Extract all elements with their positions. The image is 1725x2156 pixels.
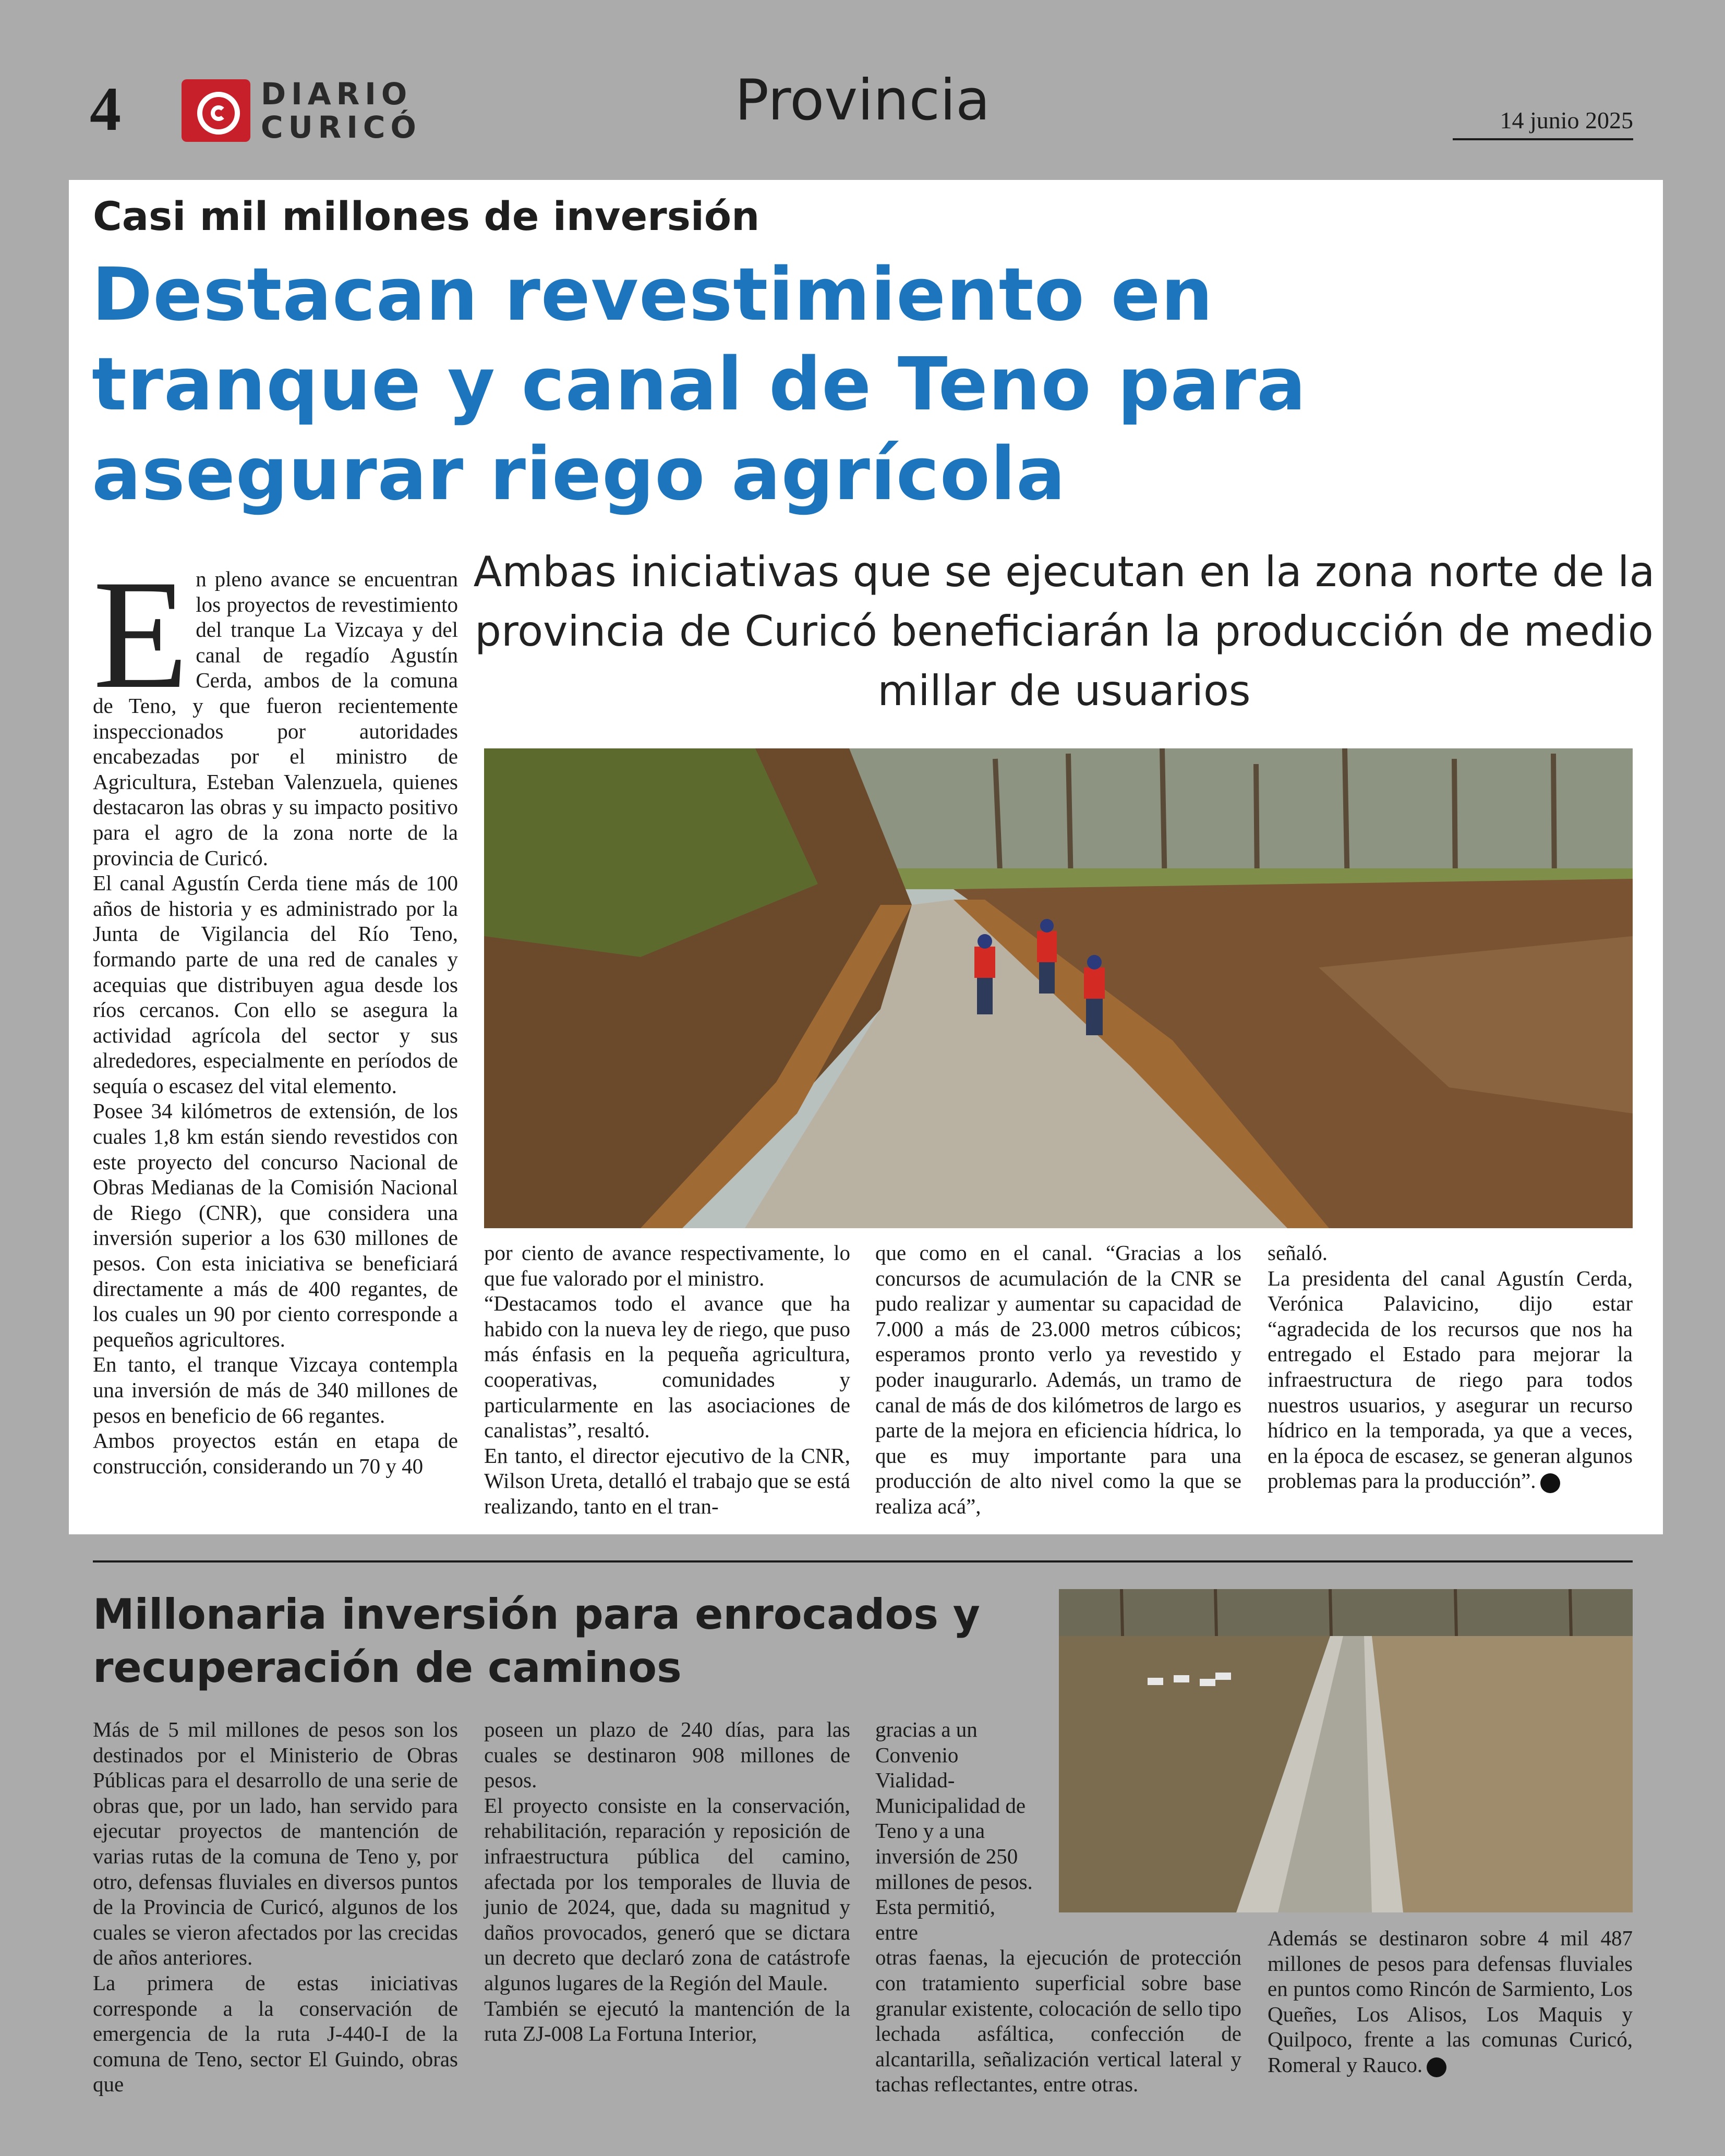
article-deck: Ambas iniciativas que se ejecutan en la zona norte de la provincia de Curicó beneficiarán la producción de medio millar de usuarios bbox=[473, 548, 1655, 715]
logo-line-2: CURICÓ bbox=[261, 110, 421, 145]
paragraph: En tanto, el tranque Vizcaya contempla una inversión de más de 340 millones de pesos en beneficio de 66 regantes. bbox=[93, 1352, 458, 1427]
logo-line-1: DIARIO bbox=[261, 76, 413, 112]
paragraph: La primera de estas iniciativas corresponde a la conservación de emergencia de la ruta J-440-I de la comuna de Teno, sector El Guindo, obras que bbox=[93, 1970, 458, 2097]
issue-date: 14 junio 2025 bbox=[1453, 106, 1633, 140]
article-kicker: Casi mil millones de inversión bbox=[93, 193, 760, 239]
paragraph: El proyecto consiste en la conservación, rehabilitación, reparación y reposición de infraestructura pública del camino, afectada por los temporales de lluvia de junio de 2024, que, dada su magnitud y daños provocados, generó que se dictara un decreto que declaró zona de catástrofe algunos lugares de la Región del Maule. bbox=[484, 1793, 850, 1995]
paragraph: “Destacamos todo el avance que ha habido con la nueva ley de riego, que puso más énfasis en la pequeña agricultura, cooperativas, comunidades y particularmente en las asociaciones de canalistas”, resaltó. bbox=[484, 1291, 850, 1443]
canal-construction-photo bbox=[484, 748, 1633, 1228]
article-column-4 bbox=[1268, 1240, 1633, 1494]
second-article-column-3 bbox=[875, 1717, 1241, 2097]
article-column-1 bbox=[93, 548, 458, 1479]
section-title: Provincia bbox=[734, 68, 991, 133]
paragraph: El canal Agustín Cerda tiene más de 100 años de historia y es administrado por la Junta de Vigilancia del Río Teno, formando parte de una red de canales y acequias que distribuyen agua desde los ríos cercanos. Con ello se asegura la actividad agrícola del sector y sus alrededores, especialmente en períodos de sequía o escasez del vital elemento. bbox=[93, 871, 458, 1098]
second-article-headline: Millonaria inversión para enrocados y recuperación de caminos bbox=[93, 1590, 980, 1692]
paragraph: otras faenas, la ejecución de protección con tratamiento superficial sobre base granular existente, colocación de sello tipo lechada asfáltica, confección de alcantarilla, señalización vertical lateral y tachas reflectantes, entre otras. bbox=[875, 1945, 1241, 2097]
second-article-column-1 bbox=[93, 1717, 458, 2097]
paragraph: que como en el canal. “Gracias a los concursos de acumulación de la CNR se pudo realizar y aumentar su capacidad de 7.000 a más de 23.000 metros cúbicos; esperamos pronto verlo ya revestido y poder inaugurarlo. Además, un tramo de canal de más de dos kilómetros de largo es parte de la mejora en eficiencia hídrica, lo que es muy importante para una producción de alto nivel como la que se realiza acá”, bbox=[875, 1241, 1241, 1518]
page-number: 4 bbox=[90, 74, 121, 143]
article-headline: Destacan revestimiento en tranque y canal de Teno para asegurar riego agrícola bbox=[92, 252, 1307, 517]
section-divider bbox=[93, 1560, 1633, 1563]
paragraph: poseen un plazo de 240 días, para las cuales se destinaron 908 millones de pesos. bbox=[484, 1717, 850, 1792]
end-mark-icon bbox=[1540, 1473, 1560, 1493]
paragraph: Ambos proyectos están en etapa de construcción, considerando un 70 y 40 bbox=[93, 1428, 458, 1478]
second-article-column-4 bbox=[1268, 1925, 1633, 2078]
article-column-2 bbox=[484, 1240, 850, 1519]
paragraph: señaló. bbox=[1268, 1241, 1328, 1265]
paragraph: gracias a un Convenio Vialidad-Municipalidad de Teno y a una inversión de 250 millones de pesos. Esta permitió, entre bbox=[875, 1717, 1033, 1944]
end-mark-icon bbox=[1427, 2057, 1446, 2077]
paragraph: Además se destinaron sobre 4 mil 487 millones de pesos para defensas fluviales en puntos como Rincón de Sarmiento, Los Queñes, Los Alisos, Los Maquis y Quilpoco, frente a las comunas Curicó, Romeral y Rauco. bbox=[1268, 1926, 1633, 2077]
paragraph: n pleno avance se encuentran los proyectos de revestimiento del tranque La Vizcaya y del canal de regadío Agustín Cerda, ambos de la comuna de Teno, y que fueron recientemente inspeccionados por autoridades encabezadas por el ministro de Agricultura, Esteban Valenzuela, quienes destacaron las obras y su impacto positivo para el agro de la zona norte de la provincia de Curicó. bbox=[93, 567, 458, 870]
paragraph: Más de 5 mil millones de pesos son los destinados por el Ministerio de Obras Públicas para el desarrollo de una serie de obras que, por un lado, han servido para ejecutar proyectos de mantención de varias rutas de la comuna de Teno y, por otro, defensas fluviales en diversos puntos de la Provincia de Curicó, algunos de los cuales se vieron afectados por las crecidas de años anteriores. bbox=[93, 1717, 458, 1970]
paragraph: También se ejecutó la mantención de la ruta ZJ-008 La Fortuna Interior, bbox=[484, 1996, 850, 2046]
paragraph: La presidenta del canal Agustín Cerda, Verónica Palavicino, dijo estar “agradecida de los recursos que nos ha entregado el Estado para mejorar la infraestructura de riego para todos nuestros usuarios, y asegurar un recurso hídrico en la temporada, ya que a veces, en la época de escasez, se generan algunos problemas para la producción”. bbox=[1268, 1266, 1633, 1493]
article-column-3 bbox=[875, 1240, 1241, 1519]
second-article-column-2 bbox=[484, 1717, 850, 2046]
paragraph: por ciento de avance respectivamente, lo que fue valorado por el ministro. bbox=[484, 1241, 850, 1290]
paragraph: Posee 34 kilómetros de extensión, de los cuales 1,8 km están siendo revestidos con este proyecto del concurso Nacional de Obras Medianas de la Comisión Nacional de Riego (CNR), que considera una inversión superior a los 630 millones de pesos. Con esta iniciativa se beneficiará directamente a más de 400 regantes, de los cuales un 90 por ciento corresponde a pequeños agricultores. bbox=[93, 1099, 458, 1351]
drop-cap: E bbox=[93, 548, 189, 721]
paragraph: En tanto, el director ejecutivo de la CNR, Wilson Ureta, detalló el trabajo que se está realizando, tanto en el tran- bbox=[484, 1443, 850, 1518]
